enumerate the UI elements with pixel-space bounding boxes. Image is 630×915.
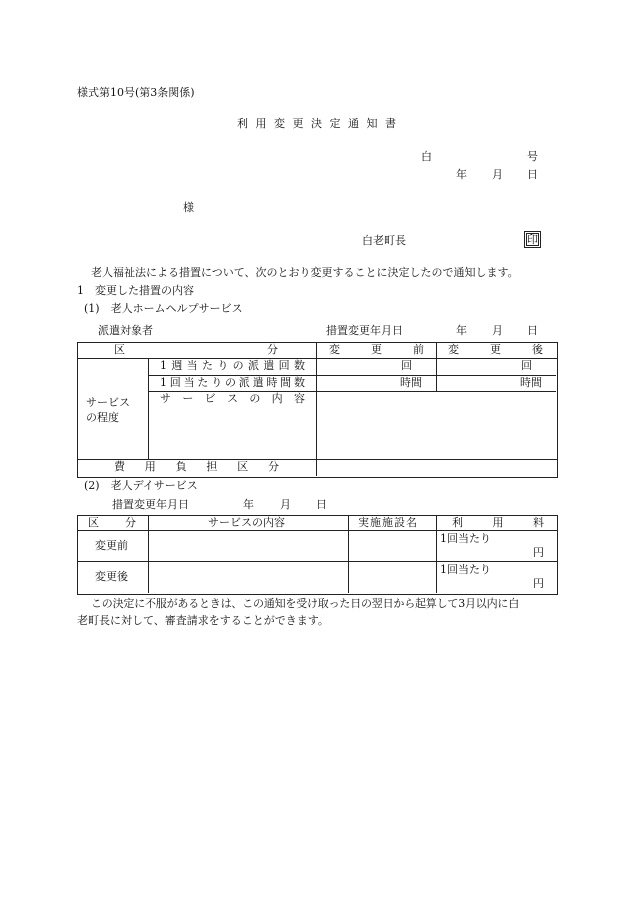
date-month: 月 bbox=[492, 168, 503, 181]
service-level-label-1: サービス bbox=[86, 396, 130, 409]
target-person-label: 派遣対象者 bbox=[98, 324, 153, 337]
table2-line bbox=[77, 530, 557, 531]
change-year-1: 年 bbox=[456, 324, 467, 337]
service-content-label: サ ー ビ ス の 内 容 bbox=[160, 392, 305, 405]
after-times-unit: 回 bbox=[521, 359, 532, 372]
table1-line bbox=[148, 358, 149, 459]
table1-border bbox=[77, 342, 558, 478]
row-before-label: 変更前 bbox=[95, 539, 128, 552]
change-date-label-2: 措置変更年月日 bbox=[112, 498, 189, 511]
after-yen: 円 bbox=[533, 577, 544, 590]
before-per-visit: 1回当たり bbox=[440, 532, 491, 545]
seal-label: 印 bbox=[527, 233, 538, 246]
date-year: 年 bbox=[456, 168, 467, 181]
table1-line bbox=[436, 342, 437, 391]
row-after-label: 変更後 bbox=[95, 570, 128, 583]
visit-hours-label: 1 回 当 た り の 派 遣 時 間 数 bbox=[160, 376, 305, 389]
table1-line bbox=[316, 342, 317, 476]
t2-col-category-header: 区 分 bbox=[88, 516, 136, 529]
form-number: 様式第10号(第3条関係) bbox=[77, 86, 195, 99]
table2-line bbox=[348, 515, 349, 593]
table2-line bbox=[148, 515, 149, 593]
t2-col-facility-header: 実施施設名 bbox=[358, 516, 418, 529]
change-month-1: 月 bbox=[492, 324, 503, 337]
change-day-2: 日 bbox=[316, 498, 327, 511]
cost-category-label: 費 用 負 担 区 分 bbox=[114, 460, 279, 473]
before-hours-unit: 時間 bbox=[400, 376, 422, 389]
subsection-1-heading: (1) 老人ホームヘルプサービス bbox=[84, 302, 243, 315]
t2-col-service-header: サービスの内容 bbox=[208, 516, 285, 529]
addressee-suffix: 様 bbox=[183, 201, 194, 214]
weekly-visits-label: 1 週 当 た り の 派 遣 回 数 bbox=[160, 359, 305, 372]
before-yen: 円 bbox=[533, 546, 544, 559]
table1-line bbox=[77, 358, 557, 359]
col-before-header: 変 更 前 bbox=[329, 343, 424, 356]
seal-stamp bbox=[524, 231, 541, 248]
col-after-header: 変 更 後 bbox=[448, 343, 543, 356]
closing-text-line1: この決定に不服があるときは、この通知を受け取った日の翌日から起算して3月以内に白 bbox=[91, 597, 519, 610]
change-date-label-1: 措置変更年月日 bbox=[326, 324, 403, 337]
service-level-label-2: の程度 bbox=[86, 411, 119, 424]
table2-line bbox=[436, 515, 437, 593]
before-times-unit: 回 bbox=[401, 359, 412, 372]
intro-text: 老人福祉法による措置について、次のとおり変更することに決定したので通知します。 bbox=[91, 266, 519, 279]
table2-line bbox=[77, 561, 557, 562]
after-per-visit: 1回当たり bbox=[440, 563, 491, 576]
closing-text-line2: 老町長に対して、審査請求をすることができます。 bbox=[77, 614, 329, 627]
col-category-header: 区 分 bbox=[114, 343, 278, 356]
section-1-heading: 1 変更した措置の内容 bbox=[77, 284, 194, 297]
issuer-prefix: 白 bbox=[421, 150, 432, 163]
page-title: 利 用 変 更 決 定 通 知 書 bbox=[237, 117, 398, 130]
t2-col-fee-header: 利 用 料 bbox=[452, 516, 544, 529]
change-month-2: 月 bbox=[280, 498, 291, 511]
number-suffix: 号 bbox=[527, 150, 538, 163]
sender-name: 白老町長 bbox=[362, 234, 406, 247]
after-hours-unit: 時間 bbox=[520, 376, 542, 389]
subsection-2-heading: (2) 老人デイサービス bbox=[84, 479, 198, 492]
change-year-2: 年 bbox=[243, 498, 254, 511]
date-day: 日 bbox=[527, 168, 538, 181]
change-day-1: 日 bbox=[527, 324, 538, 337]
